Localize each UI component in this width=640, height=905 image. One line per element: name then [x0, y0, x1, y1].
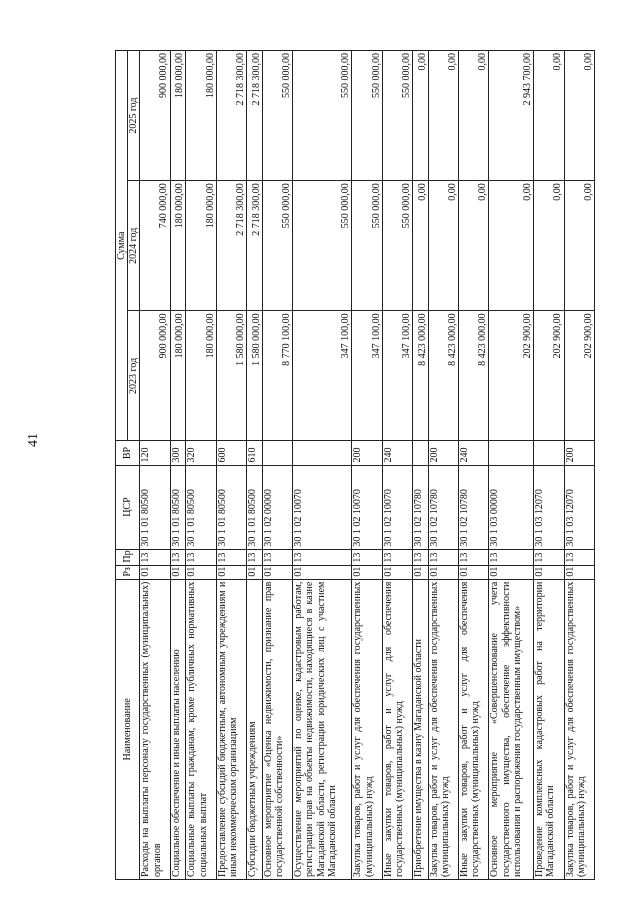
cell-2023: 202 900,00 [564, 311, 594, 441]
cell-vr: 600 [216, 441, 246, 465]
cell-2023: 8 770 100,00 [262, 311, 292, 441]
cell-rz: 01 [428, 565, 458, 579]
header-2023: 2023 год [128, 311, 140, 441]
table-row [459, 51, 489, 880]
cell-name: Иные закупки товаров, работ и услуг для обеспечения государственных (муниципальных) нужд [459, 579, 489, 879]
cell-vr: 200 [564, 441, 594, 465]
cell-vr: 300 [170, 441, 186, 465]
header-name: Наименование [116, 579, 140, 879]
cell-vr: 200 [428, 441, 458, 465]
cell-2025: 0,00 [428, 51, 458, 181]
cell-rz: 01 [534, 565, 564, 579]
cell-rz: 01 [293, 565, 352, 579]
cell-2023: 180 000,00 [186, 311, 216, 441]
cell-2024: 550 000,00 [293, 181, 352, 311]
cell-2023: 8 423 000,00 [459, 311, 489, 441]
header-pr: Пр [116, 549, 140, 565]
cell-vr: 200 [352, 441, 382, 465]
cell-2024: 550 000,00 [382, 181, 412, 311]
table-row [428, 51, 458, 880]
cell-pr: 13 [489, 549, 534, 565]
cell-csr: 30 1 01 80500 [186, 465, 216, 549]
cell-name: Закупка товаров, работ и услуг для обеспечения государственных (муниципальных) нужд [352, 579, 382, 879]
table-row [534, 51, 564, 880]
cell-vr [262, 441, 292, 465]
header-csr: ЦСР [116, 465, 140, 549]
cell-vr: 240 [459, 441, 489, 465]
cell-csr: 30 1 01 80500 [170, 465, 186, 549]
cell-2024: 740 000,00 [140, 181, 170, 311]
table-body [140, 51, 595, 880]
cell-csr: 30 1 02 10070 [382, 465, 412, 549]
cell-2024: 180 000,00 [186, 181, 216, 311]
cell-csr: 30 1 02 10780 [428, 465, 458, 549]
table-row [247, 51, 263, 880]
table-row [564, 51, 594, 880]
cell-2023: 8 423 000,00 [428, 311, 458, 441]
cell-pr: 13 [382, 549, 412, 565]
cell-vr: 610 [247, 441, 263, 465]
cell-pr: 13 [170, 549, 186, 565]
cell-2025: 0,00 [413, 51, 429, 181]
cell-2025: 0,00 [534, 51, 564, 181]
cell-2024: 2 718 300,00 [247, 181, 263, 311]
cell-2025: 2 718 300,00 [216, 51, 246, 181]
cell-csr: 30 1 02 10070 [293, 465, 352, 549]
header-row [116, 51, 128, 880]
cell-csr: 30 1 01 80500 [247, 465, 263, 549]
cell-csr: 30 1 02 10780 [459, 465, 489, 549]
cell-2024: 0,00 [489, 181, 534, 311]
cell-2023: 900 000,00 [140, 311, 170, 441]
cell-vr [413, 441, 429, 465]
budget-table [115, 50, 595, 880]
cell-pr: 13 [564, 549, 594, 565]
table-row [262, 51, 292, 880]
cell-rz: 01 [382, 565, 412, 579]
cell-2025: 550 000,00 [352, 51, 382, 181]
cell-vr: 120 [140, 441, 170, 465]
header-sum: Сумма [116, 51, 128, 442]
cell-name: Основное мероприятие «Совершенствование учета государственного имущества, обеспечение эффективности использования и распоряжения государственным имуществом» [489, 579, 534, 879]
cell-name: Иные закупки товаров, работ и услуг для обеспечения государственных (муниципальных) нужд [382, 579, 412, 879]
cell-pr: 13 [534, 549, 564, 565]
cell-name: Закупка товаров, работ и услуг для обеспечения государственных (муниципальных) нужд [428, 579, 458, 879]
cell-csr: 30 1 03 00000 [489, 465, 534, 549]
cell-rz: 01 [186, 565, 216, 579]
cell-name: Расходы на выплаты персоналу государственных (муниципальных) органов [140, 579, 170, 879]
header-rz: Рз [116, 565, 140, 579]
cell-2024: 0,00 [534, 181, 564, 311]
cell-2024: 2 718 300,00 [216, 181, 246, 311]
cell-2025: 550 000,00 [293, 51, 352, 181]
cell-rz: 01 [262, 565, 292, 579]
header-2025: 2025 год [128, 51, 140, 181]
cell-rz: 01 [140, 565, 170, 579]
cell-rz: 01 [352, 565, 382, 579]
cell-pr: 13 [262, 549, 292, 565]
cell-2024: 0,00 [413, 181, 429, 311]
cell-pr: 13 [459, 549, 489, 565]
cell-rz: 01 [170, 565, 186, 579]
cell-2024: 0,00 [428, 181, 458, 311]
cell-csr: 30 1 01 80500 [140, 465, 170, 549]
table-row [170, 51, 186, 880]
table-row [382, 51, 412, 880]
cell-pr: 13 [216, 549, 246, 565]
cell-rz: 01 [564, 565, 594, 579]
cell-2024: 550 000,00 [262, 181, 292, 311]
cell-pr: 13 [428, 549, 458, 565]
cell-2023: 202 900,00 [489, 311, 534, 441]
cell-2024: 0,00 [459, 181, 489, 311]
cell-rz: 01 [489, 565, 534, 579]
cell-2025: 180 000,00 [170, 51, 186, 181]
cell-pr: 13 [413, 549, 429, 565]
table-row [216, 51, 246, 880]
cell-name: Осуществление мероприятий по оценке, кадастровым работам, регистрации прав на объекты недвижимости, находящиеся в казне Магаданской области, регистрации юридических лиц с участием Магаданской области [293, 579, 352, 879]
cell-pr: 13 [140, 549, 170, 565]
cell-name: Социальные выплаты гражданам, кроме публичных нормативных социальных выплат [186, 579, 216, 879]
cell-csr: 30 1 02 10780 [413, 465, 429, 549]
cell-2025: 0,00 [564, 51, 594, 181]
cell-2024: 180 000,00 [170, 181, 186, 311]
header-vr: ВР [116, 441, 140, 465]
budget-table-container [115, 50, 595, 880]
table-row [413, 51, 429, 880]
cell-2023: 347 100,00 [352, 311, 382, 441]
cell-rz: 01 [413, 565, 429, 579]
cell-2025: 0,00 [459, 51, 489, 181]
cell-2024: 550 000,00 [352, 181, 382, 311]
cell-rz: 01 [247, 565, 263, 579]
cell-csr: 30 1 03 12070 [564, 465, 594, 549]
header-2024: 2024 год [128, 181, 140, 311]
cell-rz: 01 [459, 565, 489, 579]
cell-2025: 550 000,00 [382, 51, 412, 181]
table-row [352, 51, 382, 880]
cell-pr: 13 [293, 549, 352, 565]
cell-vr [534, 441, 564, 465]
cell-2023: 347 100,00 [293, 311, 352, 441]
cell-2023: 202 900,00 [534, 311, 564, 441]
cell-csr: 30 1 03 12070 [534, 465, 564, 549]
cell-rz: 01 [216, 565, 246, 579]
cell-vr [293, 441, 352, 465]
cell-name: Приобретение имущества в казну Магаданской области [413, 579, 429, 879]
cell-vr: 320 [186, 441, 216, 465]
cell-vr [489, 441, 534, 465]
table-row [186, 51, 216, 880]
cell-pr: 13 [352, 549, 382, 565]
cell-vr: 240 [382, 441, 412, 465]
cell-2024: 0,00 [564, 181, 594, 311]
cell-2025: 900 000,00 [140, 51, 170, 181]
cell-csr: 30 1 02 10070 [352, 465, 382, 549]
cell-name: Субсидии бюджетным учреждениям [247, 579, 263, 879]
cell-2025: 550 000,00 [262, 51, 292, 181]
cell-csr: 30 1 01 80500 [216, 465, 246, 549]
cell-2023: 180 000,00 [170, 311, 186, 441]
cell-pr: 13 [186, 549, 216, 565]
cell-2023: 8 423 000,00 [413, 311, 429, 441]
cell-name: Проведение комплексных кадастровых работ на территории Магаданской области [534, 579, 564, 879]
cell-2023: 1 580 000,00 [216, 311, 246, 441]
page-number: 41 [26, 433, 41, 447]
cell-2025: 180 000,00 [186, 51, 216, 181]
cell-csr: 30 1 02 00000 [262, 465, 292, 549]
table-row [293, 51, 352, 880]
cell-pr: 13 [247, 549, 263, 565]
cell-name: Основное мероприятие «Оценка недвижимости, признание прав государственной собственности» [262, 579, 292, 879]
cell-name: Социальное обеспечение и иные выплаты населению [170, 579, 186, 879]
cell-2023: 347 100,00 [382, 311, 412, 441]
cell-2025: 2 718 300,00 [247, 51, 263, 181]
cell-name: Закупка товаров, работ и услуг для обеспечения государственных (муниципальных) нужд [564, 579, 594, 879]
cell-2023: 1 580 000,00 [247, 311, 263, 441]
cell-2025: 2 943 700,00 [489, 51, 534, 181]
table-row [489, 51, 534, 880]
cell-name: Предоставление субсидий бюджетным, автономным учреждениям и иным некоммерческим организациям [216, 579, 246, 879]
table-row [140, 51, 170, 880]
